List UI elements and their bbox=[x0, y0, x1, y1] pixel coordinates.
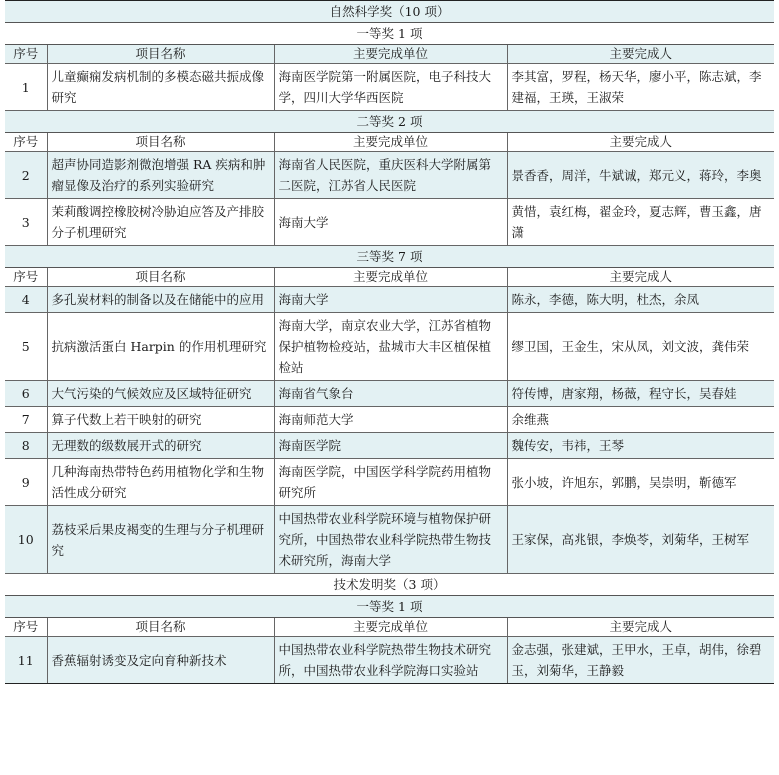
table-row bbox=[5, 506, 774, 574]
table-row bbox=[5, 407, 774, 433]
row-project: 荔枝采后果皮褐变的生理与分子机理研究 bbox=[47, 506, 274, 574]
table-row bbox=[5, 64, 774, 111]
header-unit: 主要完成单位 bbox=[274, 268, 507, 287]
row-project: 无理数的级数展开式的研究 bbox=[47, 433, 274, 459]
row-people: 金志强，张建斌，王甲水，王卓，胡伟，徐碧玉，刘菊华，王静毅 bbox=[507, 637, 774, 684]
table-row bbox=[5, 152, 774, 199]
row-unit: 海南医学院第一附属医院，电子科技大学，四川大学华西医院 bbox=[274, 64, 507, 111]
header-project: 项目名称 bbox=[47, 618, 274, 637]
row-unit: 海南医学院，中国医学科学院药用植物研究所 bbox=[274, 459, 507, 506]
row-num: 2 bbox=[5, 152, 47, 199]
column-header-row bbox=[5, 618, 774, 637]
header-project: 项目名称 bbox=[47, 268, 274, 287]
third-prize-subsection bbox=[5, 246, 774, 268]
row-people: 景香香，周洋，牛斌诚，郑元义，蒋玲，李奥 bbox=[507, 152, 774, 199]
header-project: 项目名称 bbox=[47, 45, 274, 64]
row-project: 茉莉酸调控橡胶树冷胁迫应答及产排胶分子机理研究 bbox=[47, 199, 274, 246]
row-num: 6 bbox=[5, 381, 47, 407]
row-people: 符传博，唐家翔，杨薇，程守长，吴春娃 bbox=[507, 381, 774, 407]
first-prize-subsection bbox=[5, 23, 774, 45]
tech-invention-title: 技术发明奖（3 项） bbox=[5, 574, 774, 596]
row-unit: 海南大学，南京农业大学，江苏省植物保护植物检疫站，盐城市大丰区植保植检站 bbox=[274, 313, 507, 381]
row-people: 李其富，罗程，杨天华，廖小平，陈志斌，李建福，王瑛，王淑荣 bbox=[507, 64, 774, 111]
row-project: 香蕉辐射诱变及定向育种新技术 bbox=[47, 637, 274, 684]
row-unit: 海南大学 bbox=[274, 287, 507, 313]
header-unit: 主要完成单位 bbox=[274, 133, 507, 152]
column-header-row bbox=[5, 133, 774, 152]
row-num: 4 bbox=[5, 287, 47, 313]
header-num: 序号 bbox=[5, 133, 47, 152]
row-people: 王家保，高兆银，李焕苓，刘菊华，王树军 bbox=[507, 506, 774, 574]
header-people: 主要完成人 bbox=[507, 268, 774, 287]
header-num: 序号 bbox=[5, 45, 47, 64]
row-unit: 海南省气象台 bbox=[274, 381, 507, 407]
tech-first-prize-subsection bbox=[5, 596, 774, 618]
row-unit: 海南医学院 bbox=[274, 433, 507, 459]
row-project: 几种海南热带特色药用植物化学和生物活性成分研究 bbox=[47, 459, 274, 506]
row-project: 多孔炭材料的制备以及在储能中的应用 bbox=[47, 287, 274, 313]
header-num: 序号 bbox=[5, 268, 47, 287]
row-project: 大气污染的气候效应及区域特征研究 bbox=[47, 381, 274, 407]
subsection-title: 一等奖 1 项 bbox=[5, 596, 774, 618]
header-project: 项目名称 bbox=[47, 133, 274, 152]
subsection-title: 二等奖 2 项 bbox=[5, 111, 774, 133]
row-num: 5 bbox=[5, 313, 47, 381]
row-num: 1 bbox=[5, 64, 47, 111]
subsection-title: 一等奖 1 项 bbox=[5, 23, 774, 45]
row-num: 7 bbox=[5, 407, 47, 433]
row-people: 余维燕 bbox=[507, 407, 774, 433]
header-num: 序号 bbox=[5, 618, 47, 637]
row-num: 3 bbox=[5, 199, 47, 246]
table-row bbox=[5, 637, 774, 684]
awards-table bbox=[5, 0, 774, 684]
row-unit: 中国热带农业科学院热带生物技术研究所，中国热带农业科学院海口实验站 bbox=[274, 637, 507, 684]
row-project: 抗病激活蛋白 Harpin 的作用机理研究 bbox=[47, 313, 274, 381]
header-unit: 主要完成单位 bbox=[274, 618, 507, 637]
table-row bbox=[5, 433, 774, 459]
row-project: 超声协同造影剂微泡增强 RA 疾病和肿瘤显像及治疗的系列实验研究 bbox=[47, 152, 274, 199]
second-prize-subsection bbox=[5, 111, 774, 133]
row-project: 儿童癫痫发病机制的多模态磁共振成像研究 bbox=[47, 64, 274, 111]
column-header-row bbox=[5, 45, 774, 64]
table-row bbox=[5, 381, 774, 407]
row-unit: 海南师范大学 bbox=[274, 407, 507, 433]
natural-science-title: 自然科学奖（10 项） bbox=[5, 1, 774, 23]
row-people: 缪卫国，王金生，宋从凤，刘文波，龚伟荣 bbox=[507, 313, 774, 381]
header-people: 主要完成人 bbox=[507, 133, 774, 152]
table-row bbox=[5, 199, 774, 246]
row-people: 黄惜，袁红梅，翟金玲，夏志辉，曹玉鑫，唐潇 bbox=[507, 199, 774, 246]
header-people: 主要完成人 bbox=[507, 618, 774, 637]
table-row bbox=[5, 459, 774, 506]
row-num: 10 bbox=[5, 506, 47, 574]
row-unit: 海南大学 bbox=[274, 199, 507, 246]
header-people: 主要完成人 bbox=[507, 45, 774, 64]
row-people: 张小坡，许旭东，郭鹏，吴崇明，靳德军 bbox=[507, 459, 774, 506]
row-num: 11 bbox=[5, 637, 47, 684]
row-project: 算子代数上若干映射的研究 bbox=[47, 407, 274, 433]
row-unit: 海南省人民医院，重庆医科大学附属第二医院，江苏省人民医院 bbox=[274, 152, 507, 199]
subsection-title: 三等奖 7 项 bbox=[5, 246, 774, 268]
tech-invention-section-header bbox=[5, 574, 774, 596]
header-unit: 主要完成单位 bbox=[274, 45, 507, 64]
row-num: 9 bbox=[5, 459, 47, 506]
column-header-row bbox=[5, 268, 774, 287]
table-row bbox=[5, 313, 774, 381]
row-unit: 中国热带农业科学院环境与植物保护研究所，中国热带农业科学院热带生物技术研究所，海南大学 bbox=[274, 506, 507, 574]
natural-science-section-header bbox=[5, 1, 774, 23]
row-people: 陈永，李德，陈大明，杜杰，余凤 bbox=[507, 287, 774, 313]
table-row bbox=[5, 287, 774, 313]
row-num: 8 bbox=[5, 433, 47, 459]
row-people: 魏传安，韦祎，王琴 bbox=[507, 433, 774, 459]
